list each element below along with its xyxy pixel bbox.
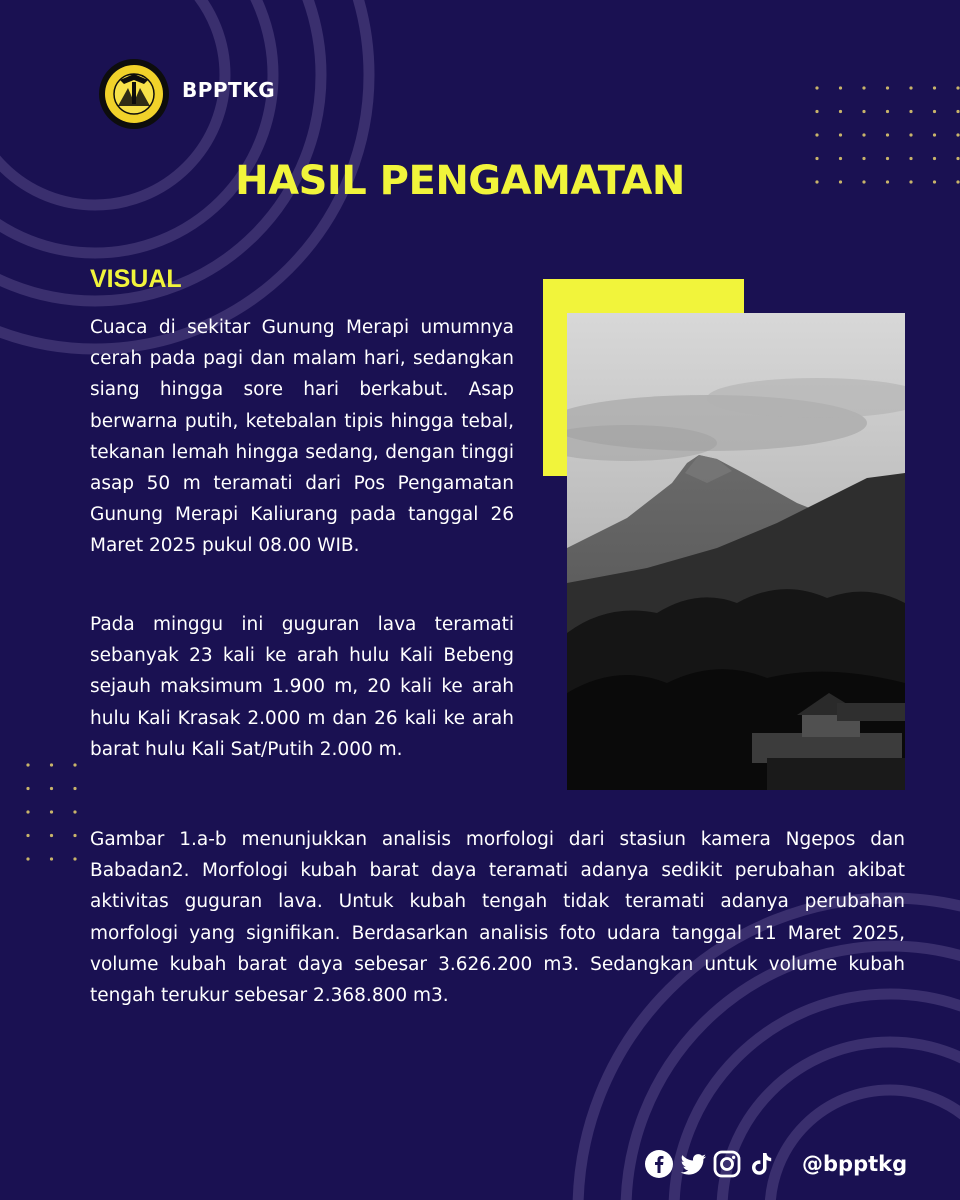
decor-dot	[50, 810, 53, 813]
decor-dot	[886, 110, 889, 113]
dot-grid-left	[26, 763, 76, 860]
decor-dot	[50, 763, 53, 766]
decor-dot	[815, 86, 818, 89]
decor-dot	[26, 810, 29, 813]
lava-paragraph: Pada minggu ini guguran lava teramati sebanyak 23 kali ke arah hulu Kali Bebeng sejauh maksimum 1.900 m, 20 kali ke arah hulu Kali Krasak 2.000 m dan 26 kali ke arah barat hulu Kali Sat/Putih 2.000 m.	[90, 614, 514, 760]
decor-dot	[839, 110, 842, 113]
page-title: HASIL PENGAMATAN	[235, 158, 685, 204]
decor-dot	[886, 86, 889, 89]
tiktok-icon[interactable]	[746, 1149, 776, 1179]
social-handle[interactable]: @bpptkg	[802, 1152, 908, 1176]
decor-dot	[815, 110, 818, 113]
decor-dot	[933, 86, 936, 89]
twitter-icon[interactable]	[678, 1149, 708, 1179]
decor-dot	[956, 86, 959, 89]
instagram-icon[interactable]	[712, 1149, 742, 1179]
decor-dot	[956, 180, 959, 183]
decor-dot	[956, 157, 959, 160]
decor-dot	[933, 180, 936, 183]
decor-dot	[73, 810, 76, 813]
decor-dot	[26, 787, 29, 790]
decor-dot	[909, 133, 912, 136]
decor-dot	[862, 110, 865, 113]
decor-dot	[909, 86, 912, 89]
decor-dot	[933, 110, 936, 113]
facebook-icon[interactable]	[644, 1149, 674, 1179]
section-heading: VISUAL	[90, 265, 182, 293]
decor-dot	[26, 857, 29, 860]
decor-dot	[50, 834, 53, 837]
ministry-emblem-icon	[98, 58, 170, 130]
decor-dot	[839, 86, 842, 89]
decor-dot	[886, 133, 889, 136]
weather-paragraph: Cuaca di sekitar Gunung Merapi umumnya cerah pada pagi dan malam hari, sedangkan siang hingga sore hari berkabut. Asap berwarna putih, ketebalan tipis hingga tebal, tekanan lemah hingga sedang, dengan tinggi asap 50 m teramati dari Pos Pengamatan Gunung Merapi Kaliurang pada tanggal 26 Maret 2025 pukul 08.00 WIB.	[90, 317, 514, 557]
decor-dot	[933, 133, 936, 136]
decor-dot	[26, 834, 29, 837]
decor-dot	[956, 110, 959, 113]
decor-dot	[73, 857, 76, 860]
decor-dot	[50, 857, 53, 860]
decor-dot	[933, 157, 936, 160]
org-name: BPPTKG	[182, 78, 276, 102]
decor-ring	[770, 1090, 960, 1200]
merapi-volcano-photo	[567, 313, 905, 790]
decor-dot	[73, 787, 76, 790]
decor-dot	[26, 763, 29, 766]
decor-dot	[956, 133, 959, 136]
decor-dot	[50, 787, 53, 790]
decor-dot	[839, 133, 842, 136]
decor-dot	[909, 110, 912, 113]
decor-dot	[862, 133, 865, 136]
social-bar	[644, 1148, 907, 1180]
decor-dot	[73, 763, 76, 766]
morphology-paragraph: Gambar 1.a-b menunjukkan analisis morfologi dari stasiun kamera Ngepos dan Babadan2. Morfologi kubah barat daya teramati adanya sedikit perubahan akibat aktivitas guguran lava. Untuk kubah tengah tidak teramati adanya perubahan morfologi yang signifikan. Berdasarkan analisis foto udara tanggal 11 Maret 2025, volume kubah barat daya sebesar 3.626.200 m3. Sedangkan untuk volume kubah tengah terukur sebesar 2.368.800 m3.	[90, 829, 905, 1007]
decor-dot	[815, 133, 818, 136]
decor-dot	[73, 834, 76, 837]
decor-dot	[862, 86, 865, 89]
